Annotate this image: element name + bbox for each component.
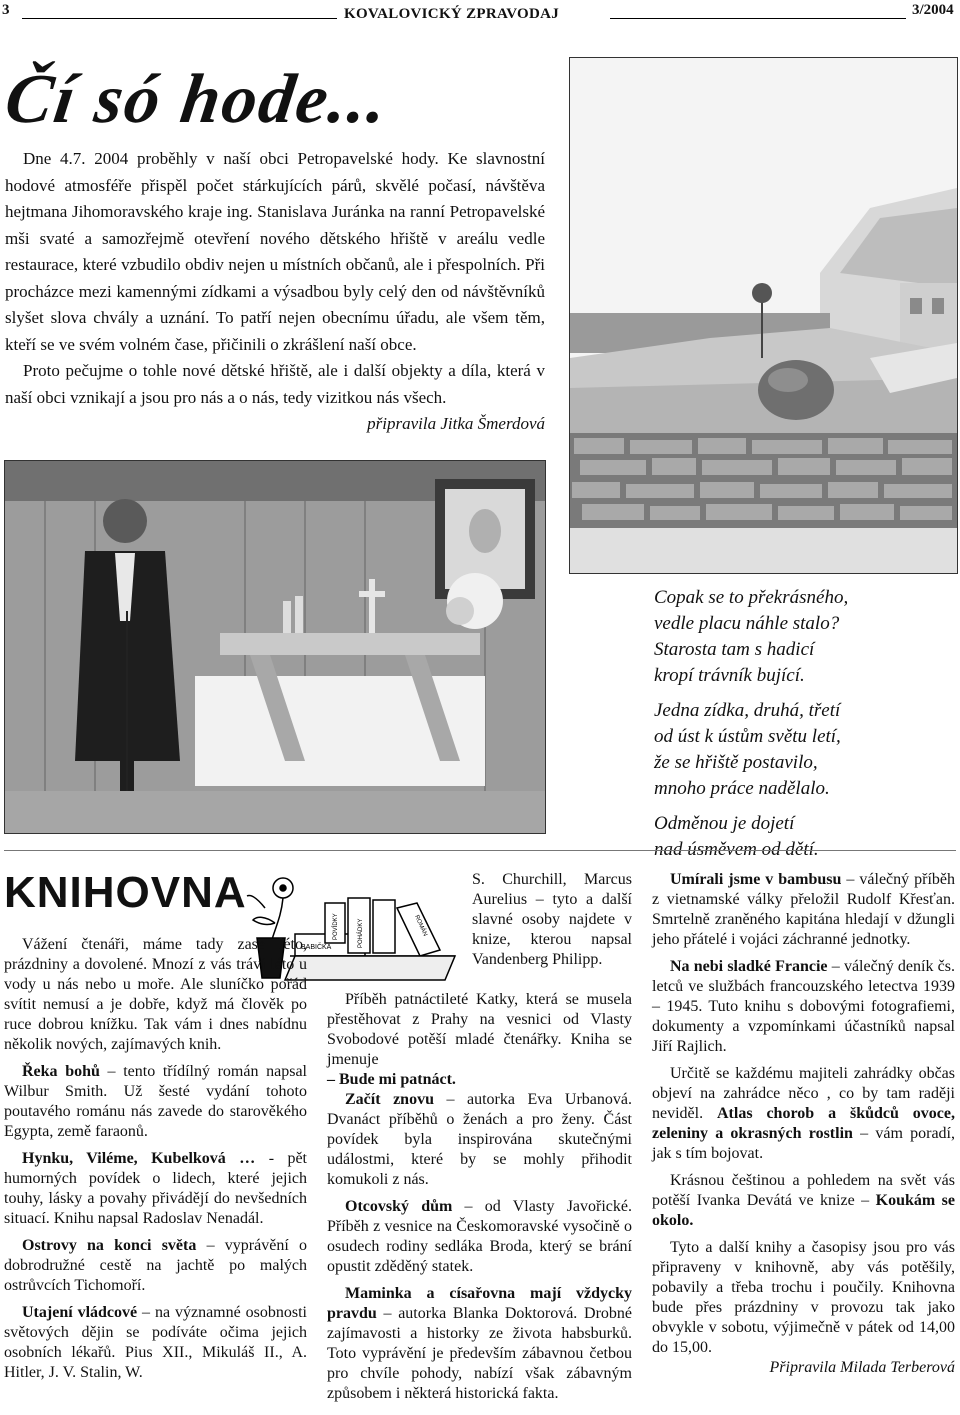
poem-line: od úst k ústům světu letí, <box>654 726 841 747</box>
book-spine-label: POVÍDKY <box>333 913 339 940</box>
article-paragraph: Proto pečujme o tohle nové dětské hřiště, ale i další objekty a díla, která v naší obci vznikají a jsou pro nás a o nás, tedy vizitkou nás všech. <box>5 361 545 407</box>
library-column-1 <box>4 935 307 1383</box>
book-title: Koukám se okolo. <box>652 1192 955 1229</box>
altar-photo <box>4 460 546 834</box>
poem-line: Starosta tam s hadicí <box>654 639 815 660</box>
book-entry: Utajení vládcové – na významné osobnosti světových dějin se podíváte očima jejich osobních lékařů. Pius XII., Mikuláš II., A. Hitler, J. V. Stalin, W. <box>4 1304 307 1381</box>
poem-stanza <box>654 698 954 802</box>
library-column-2-top <box>472 870 632 970</box>
book-entry: Otcovský dům – od Vlasty Javořické. Příběh z vesnice na Českomoravské vysočině o osudech rodiny sedláka Broda, který se brání opustit zděděný statek. <box>327 1198 632 1275</box>
page-header <box>0 0 960 30</box>
poem-line: kropí trávník bující. <box>654 665 805 686</box>
header-rule-left <box>22 18 337 19</box>
poem-line: Odměnou je dojetí <box>654 813 795 834</box>
book-entry: Krásnou češtinou a pohledem na svět vás potěší Ivanka Devátá ve knize – Koukám se okolo. <box>652 1172 955 1229</box>
book-title: Otcovský dům <box>345 1198 453 1215</box>
book-title: Atlas chorob a škůdců ovoce, zeleniny a okrasných rostlin <box>652 1105 956 1142</box>
page-number: 3 <box>2 2 10 18</box>
poem-line: vedle placu náhle stalo? <box>654 613 840 634</box>
playground-photo <box>569 57 958 574</box>
book-title: – Bude mi patnáct. <box>327 1071 456 1088</box>
newspaper-title: KOVALOVICKÝ ZPRAVODAJ <box>344 6 560 22</box>
library-closing: Tyto a další knihy a časopisy jsou pro vás připraveny v knihovně, aby vás potěšily, pobavily a třeba trochu i poučily. Knihovna bude přes prázdniny v provozu tak jako obvykle v sobotu, výjimečně v pátek od 14,00 do 15,00. <box>652 1239 955 1356</box>
book-title: Utajení vládcové <box>22 1304 138 1321</box>
article-title: Čí só hode... <box>0 61 394 138</box>
poem-line: mnoho práce nadělalo. <box>654 778 830 799</box>
book-entry: Řeka bohů – tento třídílný román napsal Wilbur Smith. Už šesté vydání tohoto poutavého románu nás zavede do starověkého Egypta, země faraonů. <box>4 1063 307 1140</box>
book-entry: Umírali jsme v bambusu – válečný příběh z vietnamské války přeložil Rudolf Křesťan. Smrtelně zraněného kapitána hledají v džungli jeho přátelé i vojáci záchranné jednotky. <box>652 871 956 948</box>
book-entry: Určitě se každému majiteli zahrádky občas objeví na zahrádce něco , co by tam raději neviděl. Atlas chorob a škůdců ovoce, zeleniny a okrasných rostlin – vám poradí, jak s tím bojovat. <box>652 1065 956 1162</box>
book-title: Řeka bohů <box>22 1063 100 1080</box>
book-title: Začít znovu <box>345 1091 434 1108</box>
poem-line: Jedna zídka, druhá, třetí <box>654 700 841 721</box>
poem-stanza <box>654 811 954 863</box>
section-divider <box>4 850 956 851</box>
book-spine-label: POHÁDKY <box>358 918 364 948</box>
library-signature: Připravila Milada Terberová <box>769 1359 955 1376</box>
book-spine-label: ROMÁN <box>413 914 428 938</box>
library-title: KNIHOVNA <box>4 868 247 917</box>
book-title: Hynku, Viléme, Kubelková … <box>22 1150 256 1167</box>
article-body <box>5 146 545 438</box>
book-entry: Na nebi sladké Francie – válečný deník čs. letců ve službách francouzského letectva 1939 – 1945. Tuto knihu s dobovými fotografiemi, dokumenty a vzpomínkami účastníků napsal Jiří Rajlich. <box>652 958 956 1055</box>
book-title: Maminka a císařovna mají vždycky pravdu <box>327 1285 632 1322</box>
poem <box>654 585 954 872</box>
article-signature: připravila Jitka Šmerdová <box>367 414 545 433</box>
altar-photo-image <box>5 461 545 833</box>
book-entry: Hynku, Viléme, Kubelková … - pět humorných povídek o lidech, které jejich touhy, lásky a povahy přivádějí do nevšedních situací. Knihu napsal Radoslav Nenadál. <box>4 1150 308 1227</box>
book-entry: Maminka a císařovna mají vždycky pravdu – autorka Blanka Doktorová. Drobné zajímavosti a historky ze života habsburků. Toto vyprávění je především zábavnou četbou pro chvíle pohody, nabízí však zábavným způsobem i některá historická fakta. <box>327 1285 632 1402</box>
article-paragraph: Dne 4.7. 2004 proběhly v naší obci Petropavelské hody. Ke slavnostní hodové atmosféře přispěl počet stárkujících párů, skvělé počasí, návštěva hejtmana Jihomoravského kraje ing. Stanislava Juránka na ranní Petropavelské mši svaté a samozřejmě otevření nového dětského hřiště v areálu vedle restaurace, které vzbudilo obdiv nejen u místních občanů, ale i přespolních. Při procházce mezi kamennými zídkami a výsadbou byly celý den od návštěvníků slyšet slova chvály a uznání. To patří nejen obecnímu úřadu, ale všem těm, kteří se ve svém volném čase, přičinili o zkrášlení naší obce. <box>5 149 545 354</box>
book-entry-continued: S. Churchill, Marcus Aurelius – tyto a další slavné osoby najdete v knize, kterou napsal Vandenberg Philipp. <box>472 871 632 968</box>
book-spine-label: BABIČKA <box>301 944 332 951</box>
book-entry: Příběh patnáctileté Katky, která se musela přestěhovat z Prahy na vesnici od Vlasty Svobodové potěší mladé čtenářky. Kniha se jmenuje – Bude mi patnáct. <box>327 991 632 1088</box>
book-entry: Ostrovy na konci světa – vyprávění o dobrodružné cestě na jachtě po malých ostrůvcích Tichomoří. <box>4 1237 307 1294</box>
book-title: Na nebi sladké Francie <box>670 958 828 975</box>
poem-line: že se hřiště postavilo, <box>654 752 818 773</box>
library-intro: Vážení čtenáři, máme tady zase léto, prázdniny a dovolené. Mnozí z vás tráví léto u vody u nás nebo u moře. Ale sluníčko pořád svítit nemusí a je dobře, když má člověk po ruce dobrou knížku. Tak vám i dnes nabídnu několik nových, zajímavých knih. <box>4 936 307 1053</box>
issue-number: 3/2004 <box>912 2 954 18</box>
library-column-3 <box>652 870 955 1378</box>
library-column-2 <box>327 990 632 1404</box>
book-entry: Začít znovu – autorka Eva Urbanová. Dvanáct příběhů o ženách a pro ženy. Část povídek byla inspirována skutečnými událostmi, které by se mohly přihodit komukoli z nás. <box>327 1091 632 1188</box>
poem-line: Copak se to překrásného, <box>654 587 849 608</box>
poem-line: nad úsměvem od dětí. <box>654 839 819 860</box>
header-rule-right <box>610 18 906 19</box>
book-title: Ostrovy na konci světa <box>22 1237 197 1254</box>
book-title: Umírali jsme v bambusu <box>670 871 842 888</box>
playground-photo-image <box>570 58 957 573</box>
poem-stanza <box>654 585 954 689</box>
